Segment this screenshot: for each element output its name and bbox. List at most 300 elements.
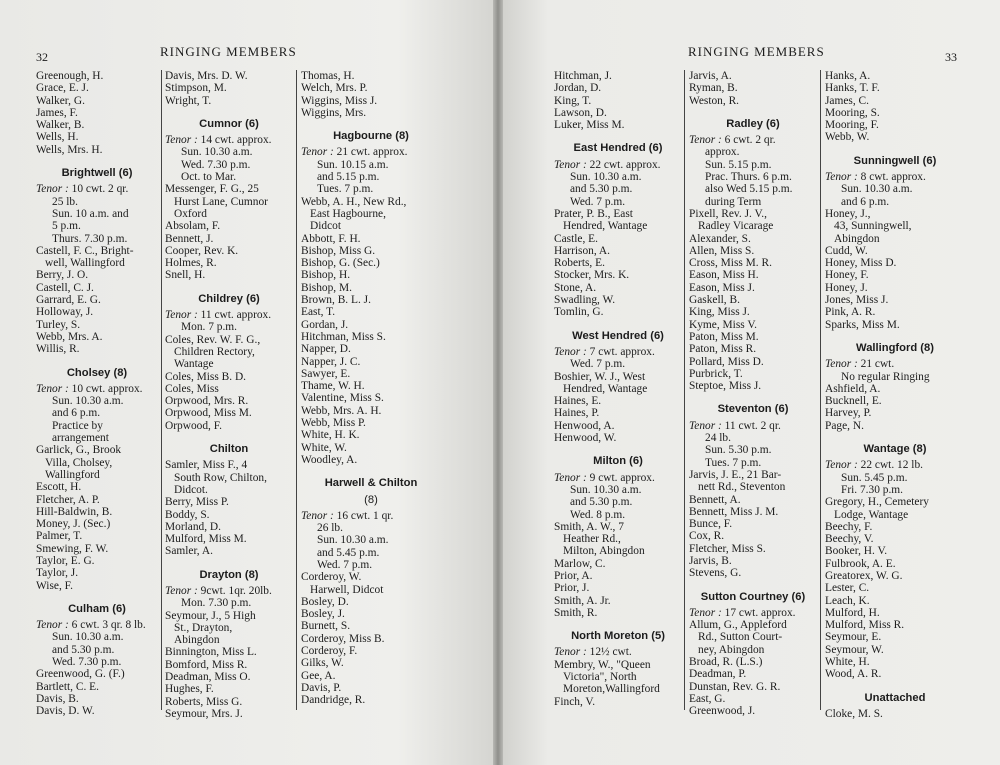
tenor-value: 11 cwt. approx.	[197, 309, 272, 322]
member-entry: Samler, Miss F., 4	[165, 459, 248, 472]
member-entry: Jordan, D.	[554, 82, 602, 95]
member-entry: Fletcher, A. P.	[36, 493, 100, 506]
column-rule	[161, 70, 162, 710]
member-entry: Lodge, Wantage	[834, 508, 909, 521]
member-entry: Orpwood, Mrs. R.	[165, 395, 249, 408]
member-entry: East, T.	[301, 306, 336, 319]
member-entry: Corderoy, F.	[301, 645, 358, 658]
member-entry: Haines, P.	[554, 407, 600, 420]
tenor-line	[689, 134, 817, 146]
member-entry: Walker, G.	[36, 94, 85, 107]
member-entry: Bishop, Miss G.	[301, 244, 376, 257]
page-header: RINGING MEMBERS	[688, 44, 825, 59]
tenor-line	[36, 619, 158, 631]
member-entry: Berry, Miss P.	[165, 496, 229, 509]
member-entry: Davis, Mrs. D. W.	[165, 70, 248, 82]
member-entry: Prior, A.	[554, 569, 593, 582]
member-entry: Haines, E.	[554, 395, 602, 408]
member-entry: Coles, Miss B. D.	[165, 370, 247, 383]
ringing-detail: Wed. 7 p.m.	[570, 195, 626, 208]
member-entry: Moreton,Wallingford	[563, 683, 660, 696]
ringing-detail: Sun. 10 a.m. and	[52, 207, 129, 220]
section-heading: (8)	[364, 493, 378, 506]
section-heading: Hagbourne (8)	[333, 130, 409, 143]
member-entry: Mooring, F.	[825, 119, 879, 132]
tenor-value: 10 cwt. 2 qr.	[68, 183, 129, 196]
member-entry: Cross, Miss M. R.	[689, 257, 772, 270]
member-entry: Harwell, Didcot	[310, 583, 384, 596]
member-entry: Binnington, Miss L.	[165, 646, 257, 659]
member-entry: Milton, Abingdon	[563, 545, 645, 558]
member-entry: Bennett, J.	[165, 232, 214, 245]
member-entry: Stevens, G.	[689, 567, 742, 580]
member-entry: Valentine, Miss S.	[301, 392, 384, 405]
member-entry: Webb, W.	[825, 131, 870, 144]
member-entry: Smith, A. Jr.	[554, 594, 611, 607]
member-entry: Stimpson, M.	[165, 82, 227, 95]
member-entry: Messenger, F. G., 25	[165, 183, 259, 196]
tenor-label: Tenor :	[165, 309, 198, 322]
member-entry: Smith, R.	[554, 606, 598, 619]
member-entry: Smith, A. W., 7	[554, 520, 624, 533]
member-entry: Samler, A.	[165, 545, 213, 558]
member-entry: Webb, Miss P.	[301, 417, 366, 430]
ringing-detail: also Wed 5.15 p.m.	[705, 183, 793, 196]
member-entry: Stone, A.	[554, 281, 597, 294]
member-entry: Greatorex, W. G.	[825, 569, 903, 582]
member-entry: Purbrick, T.	[689, 367, 743, 380]
tenor-value: 17 cwt. approx.	[721, 606, 796, 619]
member-entry: Leach, K.	[825, 594, 870, 607]
member-entry: Jarvis, A.	[689, 70, 732, 82]
ringing-detail: approx.	[705, 146, 740, 159]
member-entry: Finch, V.	[554, 695, 596, 708]
member-entry: White, W.	[301, 441, 347, 454]
member-entry: Seymour, E.	[825, 631, 882, 644]
member-entry: Children Rectory,	[174, 345, 255, 358]
member-entry: Didcot.	[174, 483, 208, 496]
section-heading: Childrey (6)	[198, 292, 260, 305]
ringing-detail: and 5.30 p.m.	[570, 496, 633, 509]
member-entry: Coles, Rev. W. F. G.,	[165, 333, 261, 346]
tenor-line	[301, 510, 441, 522]
member-entry: Brown, B. L. J.	[301, 294, 371, 307]
member-entry: Gordan, J.	[301, 318, 349, 331]
section-heading: Unattached	[864, 691, 926, 704]
tenor-line	[825, 171, 965, 183]
tenor-line	[825, 358, 965, 370]
member-entry: Weston, R.	[689, 94, 740, 107]
member-entry: Escott, H.	[36, 481, 82, 494]
member-entry: Burnett, S.	[301, 620, 351, 633]
member-entry: Henwood, W.	[554, 432, 617, 445]
tenor-label: Tenor :	[301, 146, 334, 159]
member-entry: Absolam, F.	[165, 220, 221, 233]
member-entry: Heather Rd.,	[563, 533, 621, 546]
tenor-value: 6 cwt. 2 qr.	[721, 134, 776, 147]
member-entry: Deadman, P.	[689, 668, 747, 681]
member-entry: Hill-Baldwin, B.	[36, 505, 113, 518]
member-entry: Ashfield, A.	[825, 382, 881, 395]
tenor-label: Tenor :	[165, 134, 198, 147]
ringing-detail: 25 lb.	[52, 195, 78, 208]
member-entry: Thomas, H.	[301, 70, 355, 82]
member-entry: well, Wallingford	[45, 257, 125, 270]
ringing-detail: Sun. 10.30 a.m.	[52, 395, 124, 408]
member-entry: Hanks, A.	[825, 70, 871, 82]
column	[36, 70, 158, 718]
ringing-detail: Sun. 10.30 a.m.	[317, 534, 389, 547]
member-entry: Honey, Miss D.	[825, 257, 897, 270]
member-entry: Wood, A. R.	[825, 668, 882, 681]
member-entry: Fletcher, Miss S.	[689, 542, 766, 555]
ringing-detail: Wed. 7 p.m.	[570, 358, 626, 371]
column	[301, 70, 441, 707]
member-entry: Napper, J. C.	[301, 355, 361, 368]
member-entry: Prior, J.	[554, 582, 590, 595]
member-entry: nett Rd., Steventon	[698, 481, 786, 494]
ringing-detail: Prac. Thurs. 6 p.m.	[705, 171, 792, 184]
ringing-detail: 5 p.m.	[52, 220, 81, 233]
member-entry: Bishop, H.	[301, 269, 351, 282]
member-entry: Grace, E. J.	[36, 82, 89, 95]
member-entry: Wiggins, Mrs.	[301, 106, 367, 119]
member-entry: Thame, W. H.	[301, 380, 365, 393]
tenor-line	[554, 159, 682, 171]
ringing-detail: during Term	[705, 195, 762, 208]
member-entry: Pink, A. R.	[825, 306, 876, 319]
member-entry: Davis, P.	[301, 681, 342, 694]
member-entry: Allen, Miss S.	[689, 244, 755, 257]
tenor-value: 12½ cwt.	[586, 646, 632, 659]
tenor-label: Tenor :	[825, 358, 858, 371]
member-entry: Gilks, W.	[301, 657, 344, 670]
member-entry: Wise, F.	[36, 579, 73, 592]
tenor-label: Tenor :	[36, 382, 69, 395]
member-entry: Bishop, G. (Sec.)	[301, 257, 380, 270]
member-entry: Cooper, Rev. K.	[165, 244, 239, 257]
member-entry: Radley Vicarage	[698, 220, 774, 233]
member-entry: Wiggins, Miss J.	[301, 94, 378, 107]
ringing-detail: No regular Ringing	[841, 370, 930, 383]
member-entry: Napper, D.	[301, 343, 351, 356]
member-entry: Orpwood, F.	[165, 419, 222, 432]
ringing-detail: Sun. 10.30 a.m.	[181, 146, 253, 159]
member-entry: Palmer, T.	[36, 530, 83, 543]
member-entry: Allum, G., Appleford	[689, 619, 787, 632]
member-entry: Hendred, Wantage	[563, 220, 648, 233]
member-entry: Bishop, M.	[301, 281, 352, 294]
member-entry: Paton, Miss M.	[689, 330, 759, 343]
member-entry: Alexander, S.	[689, 232, 751, 245]
ringing-detail: Tues. 7 p.m.	[705, 456, 762, 469]
tenor-value: 6 cwt. 3 qr. 8 lb.	[68, 619, 146, 632]
tenor-line	[165, 309, 293, 321]
member-entry: James, C.	[825, 94, 869, 107]
member-entry: St., Drayton,	[174, 621, 233, 634]
member-entry: Taylor, E. G.	[36, 554, 95, 567]
member-entry: Wells, Mrs. H.	[36, 143, 103, 156]
member-entry: Cudd, W.	[825, 244, 868, 257]
member-entry: Davis, D. W.	[36, 705, 95, 718]
tenor-line	[165, 585, 293, 597]
tenor-label: Tenor :	[825, 171, 858, 184]
ringing-detail: Sun. 5.30 p.m.	[705, 444, 772, 457]
ringing-detail: Fri. 7.30 p.m.	[841, 483, 904, 496]
member-entry: Webb, A. H., New Rd.,	[301, 195, 407, 208]
member-entry: Bennett, A.	[689, 493, 741, 506]
member-entry: East, G.	[689, 692, 726, 705]
page-number: 32	[36, 50, 48, 64]
tenor-value: 21 cwt. approx.	[333, 146, 408, 159]
tenor-value: 11 cwt. 2 qr.	[721, 419, 781, 432]
ringing-detail: Wed. 8 p.m.	[570, 508, 626, 521]
tenor-label: Tenor :	[689, 134, 722, 147]
section-heading: Sunningwell (6)	[853, 154, 937, 167]
member-entry: Swadling, W.	[554, 294, 616, 307]
ringing-detail: Sun. 10.30 a.m.	[570, 171, 642, 184]
member-entry: Turley, S.	[36, 318, 81, 331]
member-entry: Garlick, G., Brook	[36, 444, 122, 457]
tenor-value: 14 cwt. approx.	[197, 134, 272, 147]
member-entry: Bosley, D.	[301, 595, 349, 608]
member-entry: Money, J. (Sec.)	[36, 518, 111, 531]
member-entry: Hendred, Wantage	[563, 382, 648, 395]
member-entry: Corderoy, Miss B.	[301, 632, 385, 645]
member-entry: Hurst Lane, Cumnor	[174, 195, 268, 208]
member-entry: Pollard, Miss D.	[689, 355, 764, 368]
member-entry: Orpwood, Miss M.	[165, 407, 252, 420]
ringing-detail: and 6 p.m.	[52, 407, 101, 420]
tenor-line	[554, 346, 682, 358]
member-entry: Mulford, Miss R.	[825, 619, 905, 632]
member-entry: ney, Abingdon	[698, 643, 765, 656]
member-entry: Steptoe, Miss J.	[689, 380, 762, 393]
member-entry: Davis, B.	[36, 692, 79, 705]
member-entry: Willis, R.	[36, 343, 80, 356]
member-entry: Greenough, H.	[36, 70, 104, 82]
section-heading: Steventon (6)	[717, 403, 789, 416]
member-entry: Jones, Miss J.	[825, 294, 889, 307]
member-entry: White, H. K.	[301, 429, 360, 442]
member-entry: Page, N.	[825, 419, 864, 432]
member-entry: Victoria", North	[563, 671, 637, 684]
member-entry: Bucknell, E.	[825, 395, 882, 408]
column-rule	[296, 70, 297, 710]
section-heading: Sutton Courtney (6)	[700, 590, 806, 603]
member-entry: Gaskell, B.	[689, 294, 740, 307]
member-entry: Kyme, Miss V.	[689, 318, 757, 331]
page-number: 33	[945, 50, 957, 64]
ringing-detail: Sun. 10.30 a.m.	[570, 483, 642, 496]
tenor-line	[554, 472, 682, 484]
member-entry: Luker, Miss M.	[554, 119, 625, 132]
column	[165, 70, 293, 720]
tenor-line	[825, 459, 965, 471]
member-entry: James, F.	[36, 106, 78, 119]
member-entry: Taylor, J.	[36, 567, 79, 580]
tenor-value: 9cwt. 1qr. 20lb.	[197, 584, 272, 597]
section-heading: Drayton (8)	[199, 568, 259, 581]
member-entry: King, Miss J.	[689, 306, 750, 319]
column	[689, 70, 817, 718]
tenor-label: Tenor :	[825, 459, 858, 472]
member-entry: Bartlett, C. E.	[36, 680, 99, 693]
tenor-line	[554, 646, 682, 658]
member-entry: Bomford, Miss R.	[165, 658, 248, 671]
tenor-line	[36, 183, 158, 195]
member-entry: Rd., Sutton Court-	[698, 631, 783, 644]
member-entry: Wright, T.	[165, 94, 212, 107]
member-entry: Greenwood, G. (F.)	[36, 668, 125, 681]
ringing-detail: Oct. to Mar.	[181, 171, 237, 184]
tenor-label: Tenor :	[36, 183, 69, 196]
member-entry: Didcot	[310, 220, 342, 233]
member-entry: 43, Sunningwell,	[834, 220, 912, 233]
tenor-value: 8 cwt. approx.	[857, 171, 926, 184]
member-entry: Sparks, Miss M.	[825, 318, 900, 331]
ringing-detail: Practice by	[52, 419, 103, 432]
member-entry: Cox, R.	[689, 530, 725, 543]
member-entry: Gregory, H., Cemetery	[825, 496, 929, 509]
member-entry: King, T.	[554, 94, 592, 107]
member-entry: Roberts, E.	[554, 257, 605, 270]
member-entry: Castell, C. J.	[36, 281, 94, 294]
tenor-value: 10 cwt. approx.	[68, 382, 143, 395]
tenor-value: 22 cwt. 12 lb.	[857, 459, 923, 472]
tenor-label: Tenor :	[554, 646, 587, 659]
column-rule	[820, 70, 821, 710]
ringing-detail: and 6 p.m.	[841, 195, 890, 208]
member-entry: Hanks, T. F.	[825, 82, 880, 95]
section-heading: West Hendred (6)	[572, 329, 664, 342]
member-entry: White, H.	[825, 656, 870, 669]
member-entry: Gee, A.	[301, 669, 336, 682]
member-entry: Morland, D.	[165, 520, 221, 533]
member-entry: Woodley, A.	[301, 453, 358, 466]
ringing-detail: arrangement	[52, 432, 109, 445]
member-entry: Berry, J. O.	[36, 269, 89, 282]
member-entry: Booker, H. V.	[825, 545, 888, 558]
ringing-detail: Mon. 7.30 p.m.	[181, 597, 252, 610]
member-entry: Castell, F. C., Bright-	[36, 244, 134, 257]
section-heading: East Hendred (6)	[573, 142, 663, 155]
section-heading: Cholsey (8)	[66, 366, 128, 379]
page-header: RINGING MEMBERS	[160, 44, 297, 59]
section-heading: Culham (6)	[68, 602, 126, 615]
tenor-value: 22 cwt. approx.	[586, 158, 661, 171]
member-entry: Seymour, Mrs. J.	[165, 707, 243, 720]
member-entry: Beechy, F.	[825, 520, 873, 533]
member-entry: Webb, Mrs. A.	[36, 330, 103, 343]
ringing-detail: 26 lb.	[317, 522, 343, 535]
member-entry: Beechy, V.	[825, 533, 874, 546]
member-entry: Abbott, F. H.	[301, 232, 361, 245]
member-entry: Roberts, Miss G.	[165, 695, 243, 708]
member-entry: East Hagbourne,	[310, 207, 386, 220]
member-entry: Seymour, W.	[825, 643, 884, 656]
section-heading: Brightwell (6)	[61, 167, 133, 180]
member-entry: Abingdon	[174, 634, 220, 647]
member-entry: Eason, Miss H.	[689, 269, 759, 282]
book-gutter	[493, 0, 503, 765]
tenor-value: 9 cwt. approx.	[586, 471, 655, 484]
member-entry: Hitchman, Miss S.	[301, 330, 386, 343]
member-entry: Membry, W., "Queen	[554, 658, 651, 671]
member-entry: Boshier, W. J., West	[554, 370, 646, 383]
section-heading: Wantage (8)	[863, 443, 927, 456]
member-entry: Sawyer, E.	[301, 367, 351, 380]
ringing-detail: Sun. 10.30 a.m.	[841, 183, 913, 196]
member-entry: Fulbrook, A. E.	[825, 557, 896, 570]
member-entry: Holloway, J.	[36, 306, 94, 319]
ringing-detail: Wed. 7 p.m.	[317, 558, 373, 571]
ringing-detail: Sun. 10.15 a.m.	[317, 158, 389, 171]
member-entry: Hitchman, J.	[554, 70, 612, 82]
member-entry: Lawson, D.	[554, 106, 607, 119]
tenor-label: Tenor :	[689, 606, 722, 619]
tenor-line	[301, 146, 441, 158]
member-entry: Cloke, M. S.	[825, 707, 883, 720]
tenor-value: 21 cwt.	[857, 358, 895, 371]
ringing-detail: Tues. 7 p.m.	[317, 183, 374, 196]
member-entry: Ryman, B.	[689, 82, 738, 95]
section-heading: Milton (6)	[593, 455, 643, 468]
column	[554, 70, 682, 708]
section-heading: Cumnor (6)	[199, 117, 259, 130]
member-entry: Walker, B.	[36, 119, 85, 132]
member-entry: Lester, C.	[825, 582, 870, 595]
member-entry: Abingdon	[834, 232, 880, 245]
tenor-label: Tenor :	[554, 345, 587, 358]
column-rule	[684, 70, 685, 710]
member-entry: Snell, H.	[165, 269, 206, 282]
member-entry: Harrison, A.	[554, 244, 610, 257]
member-entry: Broad, R. (L.S.)	[689, 656, 763, 669]
tenor-line	[689, 420, 817, 432]
ringing-detail: Sun. 5.45 p.m.	[841, 471, 908, 484]
member-entry: Eason, Miss J.	[689, 281, 755, 294]
tenor-label: Tenor :	[689, 419, 722, 432]
tenor-line	[689, 607, 817, 619]
member-entry: Smewing, F. W.	[36, 542, 109, 555]
ringing-detail: Sun. 5.15 p.m.	[705, 158, 772, 171]
ringing-detail: and 5.45 p.m.	[317, 546, 380, 559]
member-entry: Honey, J.,	[825, 207, 871, 220]
member-entry: Seymour, J., 5 High	[165, 609, 256, 622]
ringing-detail: and 5.30 p.m.	[570, 183, 633, 196]
ringing-detail: Mon. 7 p.m.	[181, 321, 238, 334]
member-entry: Mulford, H.	[825, 606, 880, 619]
member-entry: Villa, Cholsey,	[45, 456, 113, 469]
section-heading: Radley (6)	[726, 117, 780, 130]
column	[825, 70, 965, 720]
tenor-line	[36, 383, 158, 395]
member-entry: Garrard, E. G.	[36, 294, 101, 307]
member-entry: Deadman, Miss O.	[165, 671, 251, 684]
tenor-label: Tenor :	[165, 584, 198, 597]
ringing-detail: Thurs. 7.30 p.m.	[52, 232, 128, 245]
member-entry: Coles, Miss	[165, 382, 219, 395]
tenor-value: 7 cwt. approx.	[586, 345, 655, 358]
member-entry: Dandridge, R.	[301, 694, 366, 707]
member-entry: Paton, Miss R.	[689, 343, 757, 356]
section-heading: North Moreton (5)	[571, 630, 665, 643]
section-heading: Chilton	[209, 443, 249, 456]
member-entry: Marlow, C.	[554, 557, 606, 570]
section-heading: Harwell & Chilton	[324, 477, 418, 490]
ringing-detail: Wed. 7.30 p.m.	[181, 158, 251, 171]
